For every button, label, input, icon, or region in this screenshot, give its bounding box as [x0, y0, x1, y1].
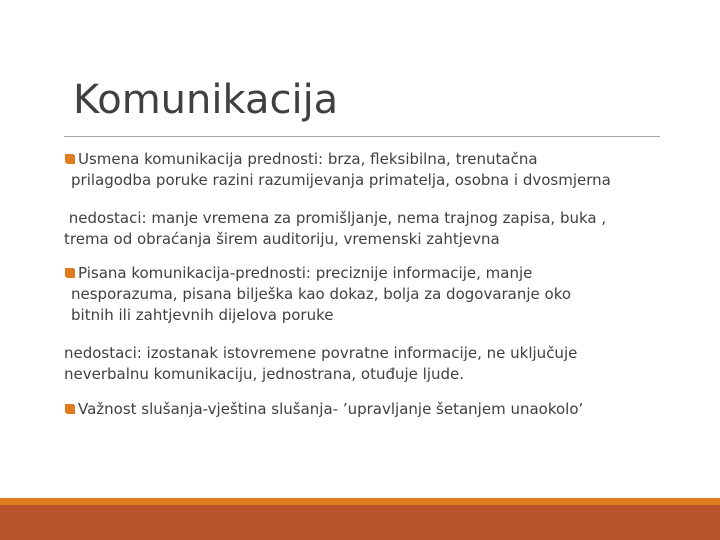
- written-advantages-line-3: bitnih ili zahtjevnih dijelova poruke: [71, 306, 334, 324]
- listening-line-1: Važnost slušanja-vještina slušanja- ’upravljanje šetanjem unaokolo’: [78, 400, 584, 418]
- written-advantages-paragraph: [64, 263, 571, 326]
- oral-drawbacks-line-2: trema od obraćanja širem auditoriju, vremenski zahtjevna: [64, 230, 500, 248]
- written-advantages-line-1: Pisana komunikacija-prednosti: preciznije informacije, manje: [78, 264, 533, 282]
- checkbox-bullet-icon: [64, 153, 76, 165]
- listening-paragraph: [64, 399, 583, 420]
- footer-accent-stripe: [0, 498, 720, 505]
- oral-drawbacks-paragraph: [64, 208, 606, 250]
- footer-accent-bar: [0, 505, 720, 540]
- checkbox-bullet-icon: [64, 403, 76, 415]
- written-drawbacks-line-1: nedostaci: izostanak istovremene povratne informacije, ne uključuje: [64, 344, 578, 362]
- oral-advantages-line-2: prilagodba poruke razini razumijevanja primatelja, osobna i dvosmjerna: [71, 171, 611, 189]
- oral-drawbacks-line-1: nedostaci: manje vremena za promišljanje, nema trajnog zapisa, buka ,: [64, 209, 607, 227]
- title-divider: [64, 136, 660, 137]
- oral-advantages-line-1: Usmena komunikacija prednosti: brza, fleksibilna, trenutačna: [78, 150, 538, 168]
- written-drawbacks-paragraph: [64, 343, 577, 385]
- slide-title: Komunikacija: [73, 77, 339, 123]
- oral-advantages-paragraph: [64, 149, 611, 191]
- written-advantages-line-2: nesporazuma, pisana bilješka kao dokaz, bolja za dogovaranje oko: [71, 285, 572, 303]
- written-drawbacks-line-2: neverbalnu komunikaciju, jednostrana, otuđuje ljude.: [64, 365, 465, 383]
- checkbox-bullet-icon: [64, 267, 76, 279]
